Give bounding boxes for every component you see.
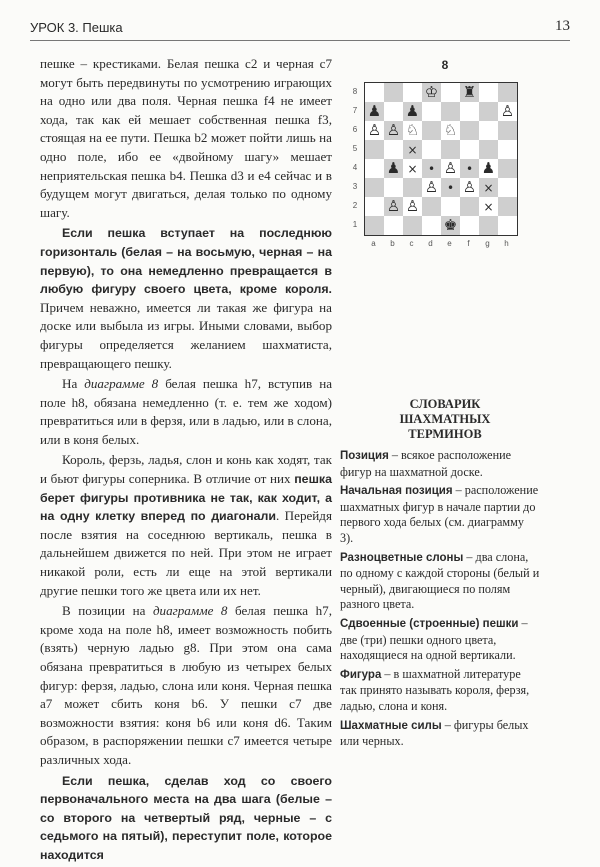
board-square-h2: [498, 197, 517, 216]
chess-piece: ♙: [500, 102, 515, 120]
board-square-g3: [479, 178, 498, 197]
chess-diagram: [350, 76, 550, 248]
board-square-a5: [365, 140, 384, 159]
board-square-g1: [479, 216, 498, 235]
board-square-a1: [365, 216, 384, 235]
text-span: диаграмме 8: [152, 603, 228, 619]
board-square-e8: [441, 83, 460, 102]
glossary-entry: [340, 718, 540, 750]
square-marker: ×: [483, 180, 494, 195]
chess-piece: ♙: [386, 197, 401, 215]
chess-piece: ♙: [405, 197, 420, 215]
chess-piece: ♚: [443, 216, 458, 234]
glossary-term: Шахматные силы: [340, 719, 442, 732]
board-square-d5: [422, 140, 441, 159]
file-label: h: [504, 239, 509, 248]
rank-label: 5: [352, 144, 358, 153]
board-square-f2: [460, 197, 479, 216]
glossary-term: Разноцветные слоны: [340, 551, 464, 564]
board-square-f1: [460, 216, 479, 235]
paragraph: [40, 602, 332, 769]
chess-piece: ♔: [424, 83, 439, 101]
text-span: белая пешка h7, вступив на поле h8, обязана немедленно (т. е. тем же ходом) превратиться или в ферзя, или в ладью, или в слона, или в коня белых.: [40, 376, 333, 447]
chapter-title: УРОК 3. Пешка: [30, 20, 123, 35]
rank-label: 1: [352, 220, 358, 229]
board-square-a4: [365, 159, 384, 178]
text-span: диаграмме 8: [84, 376, 159, 392]
square-marker: •: [465, 161, 474, 176]
text-span: На: [62, 376, 85, 392]
file-label: b: [390, 239, 395, 248]
text-span: В позиции на: [62, 603, 153, 619]
rank-label: 7: [352, 106, 358, 115]
board-square-f4: [460, 159, 479, 178]
board-square-c2: [403, 197, 422, 216]
file-label: g: [485, 239, 490, 248]
glossary-definition: – две (три) пешки одного цвета, находящиеся на одной вертикали.: [340, 615, 528, 663]
board-square-c7: [403, 102, 422, 121]
board-square-b7: [384, 102, 403, 121]
glossary-title: [340, 397, 550, 442]
chess-board: [364, 82, 518, 236]
text-span: пешке – крестиками. Белая пешка с2 и черная с7 могут быть передвинуты по усмотрению играющих на одно или два поля. Черная пешка f4 не имеет хода, так как ей мешает собственная пешка f3, стоящая на ее пути. Пешка b2 может пойти лишь на одно поле, ибо ее «двойному шагу» мешает неприятельская пешка b4. Пешка d3 и e4 сейчас и в будущем могут двигаться, делая только по одному шагу.: [40, 56, 332, 220]
board-square-a6: [365, 121, 384, 140]
rank-label: 6: [352, 125, 358, 134]
board-square-d1: [422, 216, 441, 235]
board-square-g5: [479, 140, 498, 159]
board-square-e3: [441, 178, 460, 197]
glossary-definition: – фигуры белых или черных.: [340, 717, 529, 749]
board-square-f5: [460, 140, 479, 159]
glossary-definition: – расположение шахматных фигур в начале партии до первого хода белых (см. диаграмму 3).: [340, 483, 539, 545]
chess-piece: ♘: [405, 121, 420, 139]
board-square-e6: [441, 121, 460, 140]
board-square-c6: [403, 121, 422, 140]
board-square-h7: [498, 102, 517, 121]
board-square-b4: [384, 159, 403, 178]
board-square-b3: [384, 178, 403, 197]
text-span: Король, ферзь, ладья, слон и конь как ходят, так и бьют фигуры соперника. В отличие от них: [40, 452, 332, 487]
rank-label: 3: [352, 182, 358, 191]
board-square-h8: [498, 83, 517, 102]
square-marker: •: [427, 161, 436, 176]
board-square-b5: [384, 140, 403, 159]
board-square-f3: [460, 178, 479, 197]
board-square-c3: [403, 178, 422, 197]
glossary-definition: – всякое расположение фигур на шахматной доске.: [340, 448, 512, 479]
board-square-a3: [365, 178, 384, 197]
glossary: [340, 448, 540, 753]
square-marker: •: [446, 180, 455, 195]
glossary-term: Начальная позиция: [340, 485, 453, 498]
square-marker: ×: [407, 142, 418, 157]
file-label: f: [467, 239, 470, 248]
rank-labels: [350, 82, 360, 234]
glossary-entry: [340, 483, 540, 546]
board-square-d2: [422, 197, 441, 216]
board-square-c1: [403, 216, 422, 235]
board-square-d6: [422, 121, 441, 140]
text-span: Если пешка, сделав ход со своего первоначального места на два шага (белые – со второго на четвертый ряд, черные – с седьмого на пятый), переступит поле, которое находится: [40, 773, 332, 862]
board-square-e2: [441, 197, 460, 216]
board-square-f6: [460, 121, 479, 140]
chess-piece: ♘: [443, 121, 458, 139]
board-square-b6: [384, 121, 403, 140]
glossary-definition: – два слона, по одному с каждой стороны (белый и черный), двигающиеся по полям разного цвета.: [340, 549, 540, 612]
board-square-h3: [498, 178, 517, 197]
board-square-a7: [365, 102, 384, 121]
paragraph: [40, 224, 332, 373]
glossary-entry: [340, 448, 540, 480]
chess-piece: ♜: [462, 83, 477, 101]
board-square-e5: [441, 140, 460, 159]
board-square-e4: [441, 159, 460, 178]
chess-piece: ♙: [462, 178, 477, 196]
board-square-g2: [479, 197, 498, 216]
board-square-a2: [365, 197, 384, 216]
chess-piece: ♙: [367, 121, 382, 139]
text-span: Причем неважно, имеется ли такая же фигура на доске или выбыла из игры. Иными словами, выбор фигуры определяется желанием шахматиста, превращающего пешку.: [40, 299, 332, 371]
rank-label: 4: [352, 163, 358, 172]
paragraph: [40, 772, 332, 865]
glossary-term: Сдвоенные (строенные) пешки: [340, 617, 519, 630]
board-square-d7: [422, 102, 441, 121]
board-square-g7: [479, 102, 498, 121]
diagram-section: [340, 58, 550, 248]
chess-piece: ♟: [481, 159, 496, 177]
text-span: пешка берет фигуры противника не так, как ходит, а на одну клетку вперед по диагонали: [40, 472, 332, 524]
rank-label: 2: [352, 201, 358, 210]
glossary-entry: [340, 550, 540, 613]
glossary-term: Фигура: [340, 668, 382, 681]
board-square-g4: [479, 159, 498, 178]
chess-piece: ♟: [405, 102, 420, 120]
board-square-b8: [384, 83, 403, 102]
text-span: . Перейдя после взятия на соседнюю вертикаль, пешка в дальнейшем движется по ней. При этом не играет никакой роли, есть ли еще на этой вертикали другие пешки того же цвета или их нет.: [40, 508, 332, 598]
board-square-c8: [403, 83, 422, 102]
glossary-title-line: ШАХМАТНЫХ: [399, 412, 491, 426]
board-square-c4: [403, 159, 422, 178]
text-span: белая пешка h7, кроме хода на поле h8, имеет возможность побить (взять) черную ладью g8. При этом она сама обязана превратиться в любую из четырех белых фигур: ферзя, ладью, слона или коня. Черная пешка а7 может сбить коня b6. У пешки с7 две возможности взятия: коня b6 или коня d6. Таким образом, в распоряжении пешки с7 имеется четыре различных хода.: [40, 603, 332, 767]
diagram-number: 8: [441, 58, 449, 72]
board-square-f8: [460, 83, 479, 102]
page-header: [30, 18, 570, 41]
glossary-entry: [340, 616, 540, 664]
glossary-title-line: ТЕРМИНОВ: [408, 427, 482, 441]
chess-piece: ♟: [367, 102, 382, 120]
main-text-column: [40, 55, 332, 867]
chess-piece: ♙: [424, 178, 439, 196]
file-label: c: [409, 239, 414, 248]
glossary-title-line: СЛОВАРИК: [409, 397, 481, 411]
rank-label: 8: [352, 87, 358, 96]
file-label: d: [428, 239, 433, 248]
board-square-a8: [365, 83, 384, 102]
glossary-entry: [340, 667, 540, 715]
board-square-h1: [498, 216, 517, 235]
chess-piece: ♙: [443, 159, 458, 177]
chess-piece: ♙: [386, 121, 401, 139]
square-marker: ×: [407, 161, 418, 176]
square-marker: ×: [483, 199, 494, 214]
file-label: a: [371, 239, 376, 248]
board-square-d8: [422, 83, 441, 102]
board-square-e1: [441, 216, 460, 235]
paragraph: [40, 55, 332, 222]
board-square-g6: [479, 121, 498, 140]
file-labels: [364, 239, 516, 248]
page-number: 13: [555, 18, 570, 34]
board-square-d3: [422, 178, 441, 197]
board-square-b2: [384, 197, 403, 216]
board-square-b1: [384, 216, 403, 235]
glossary-definition: – в шахматной литературе так принято называть короля, ферзя, ладью, слона и коня.: [340, 666, 530, 713]
board-square-h5: [498, 140, 517, 159]
chess-piece: ♟: [386, 159, 401, 177]
board-square-d4: [422, 159, 441, 178]
board-square-h4: [498, 159, 517, 178]
file-label: e: [447, 239, 452, 248]
board-square-g8: [479, 83, 498, 102]
glossary-term: Позиция: [340, 450, 389, 462]
text-span: Если пешка вступает на последнюю горизонталь (белая – на восьмую, черная – на первую), то она немедленно превращается в любую фигуру своего цвета, кроме короля.: [40, 226, 332, 297]
board-square-f7: [460, 102, 479, 121]
board-square-e7: [441, 102, 460, 121]
paragraph: [40, 451, 332, 600]
board-square-c5: [403, 140, 422, 159]
board-square-h6: [498, 121, 517, 140]
paragraph: [40, 375, 332, 449]
